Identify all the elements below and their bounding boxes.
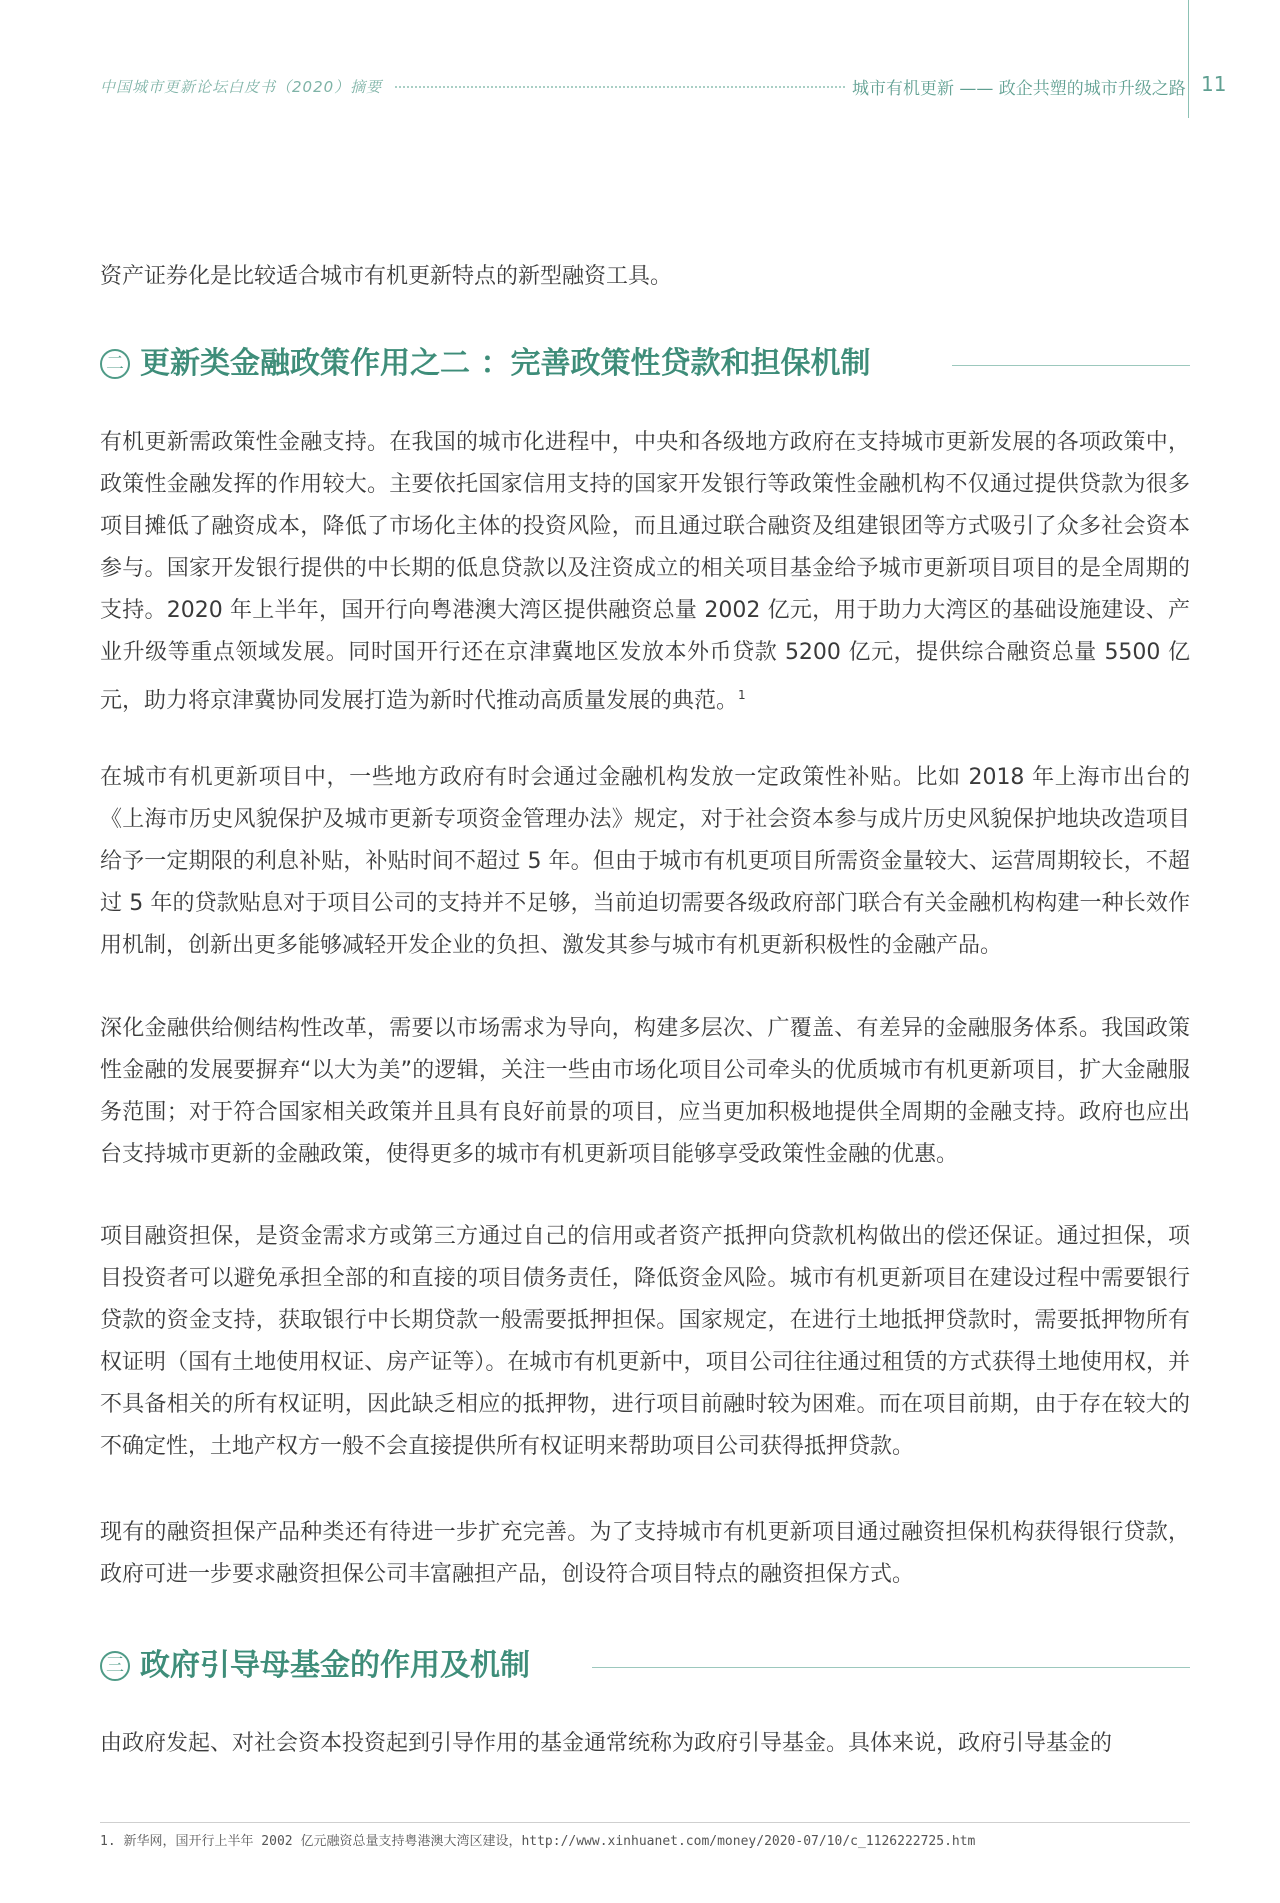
intro-paragraph: 资产证券化是比较适合城市有机更新特点的新型融资工具。 (100, 264, 673, 289)
section-heading-3 (100, 1644, 1190, 1692)
page-header (0, 0, 1280, 120)
body-paragraph: 由政府发起、对社会资本投资起到引导作用的基金通常统称为政府引导基金。具体来说，政府引导基金的 (100, 1731, 1113, 1756)
section-title: 更新类金融政策作用之二 ：完善政策性贷款和担保机制 (140, 346, 871, 381)
section-rule (952, 365, 1190, 366)
section-number-icon: 二 (100, 349, 130, 379)
header-chapter-title: 城市有机更新 —— 政企共塑的城市升级之路 (852, 79, 1186, 99)
section-title: 政府引导母基金的作用及机制 (140, 1648, 530, 1683)
footnote: 1. 新华网，国开行上半年 2002 亿元融资总量支持粤港澳大湾区建设，http://www.xinhuanet.com/money/2020-07/10/c_1126222725.htm (100, 1834, 976, 1849)
body-paragraph: 现有的融资担保产品种类还有待进一步扩充完善。为了支持城市有机更新项目通过融资担保机构获得银行贷款，政府可进一步要求融资担保公司丰富融担产品，创设符合项目特点的融资担保方式。 (100, 1520, 1190, 1587)
body-paragraph: 有机更新需政策性金融支持。在我国的城市化进程中，中央和各级地方政府在支持城市更新发展的各项政策中，政策性金融发挥的作用较大。主要依托国家信用支持的国家开发银行等政策性金融机构不仅通过提供贷款为很多项目摊低了融资成本，降低了市场化主体的投资风险，而且通过联合融资及组建银团等方式吸引了众多社会资本参与。国家开发银行提供的中长期的低息贷款以及注资成立的相关项目基金给予城市更新项目项目的是全周期的支持。2020 年上半年，国开行向粤港澳大湾区提供融资总量 2002 亿元，用于助力大湾区的基础设施建设、产业升级等重点领域发展。同时国开行还在京津冀地区发放本外币贷款 5200 亿元，提供综合融资总量 5500 亿元，助力将京津冀协同发展打造为新时代推动高质量发展的典范。$^1$ (100, 430, 1190, 714)
section-number-icon: 三 (100, 1651, 130, 1681)
header-divider (1188, 0, 1189, 118)
header-dotted-rule (395, 86, 845, 88)
body-paragraph: 深化金融供给侧结构性改革，需要以市场需求为导向，构建多层次、广覆盖、有差异的金融服务体系。我国政策性金融的发展要摒弃“以大为美”的逻辑，关注一些由市场化项目公司牵头的优质城市有机更新项目，扩大金融服务范围；对于符合国家相关政策并且具有良好前景的项目，应当更加积极地提供全周期的金融支持。政府也应出台支持城市更新的金融政策，使得更多的城市有机更新项目能够享受政策性金融的优惠。 (100, 1016, 1190, 1167)
footnote-ref: 1 (738, 688, 746, 702)
section-heading-2 (100, 342, 1190, 390)
header-publication-title: 中国城市更新论坛白皮书（2020）摘要 (100, 78, 383, 96)
footnote-rule (100, 1822, 1190, 1823)
page-number: 11 (1201, 72, 1227, 96)
section-rule (592, 1667, 1190, 1668)
body-paragraph: 项目融资担保，是资金需求方或第三方通过自己的信用或者资产抵押向贷款机构做出的偿还保证。通过担保，项目投资者可以避免承担全部的和直接的项目债务责任，降低资金风险。城市有机更新项目在建设过程中需要银行贷款的资金支持，获取银行中长期贷款一般需要抵押担保。国家规定，在进行土地抵押贷款时，需要抵押物所有权证明（国有土地使用权证、房产证等）。在城市有机更新中，项目公司往往通过租赁的方式获得土地使用权，并不具备相关的所有权证明，因此缺乏相应的抵押物，进行项目前融时较为困难。而在项目前期，由于存在较大的不确定性，土地产权方一般不会直接提供所有权证明来帮助项目公司获得抵押贷款。 (100, 1224, 1190, 1459)
body-paragraph: 在城市有机更新项目中，一些地方政府有时会通过金融机构发放一定政策性补贴。比如 2018 年上海市出台的《上海市历史风貌保护及城市更新专项资金管理办法》规定，对于社会资本参与成片历史风貌保护地块改造项目给予一定期限的利息补贴，补贴时间不超过 5 年。但由于城市有机更项目所需资金量较大、运营周期较长，不超过 5 年的贷款贴息对于项目公司的支持并不足够，当前迫切需要各级政府部门联合有关金融机构构建一种长效作用机制，创新出更多能够减轻开发企业的负担、激发其参与城市有机更新积极性的金融产品。 (100, 765, 1190, 958)
